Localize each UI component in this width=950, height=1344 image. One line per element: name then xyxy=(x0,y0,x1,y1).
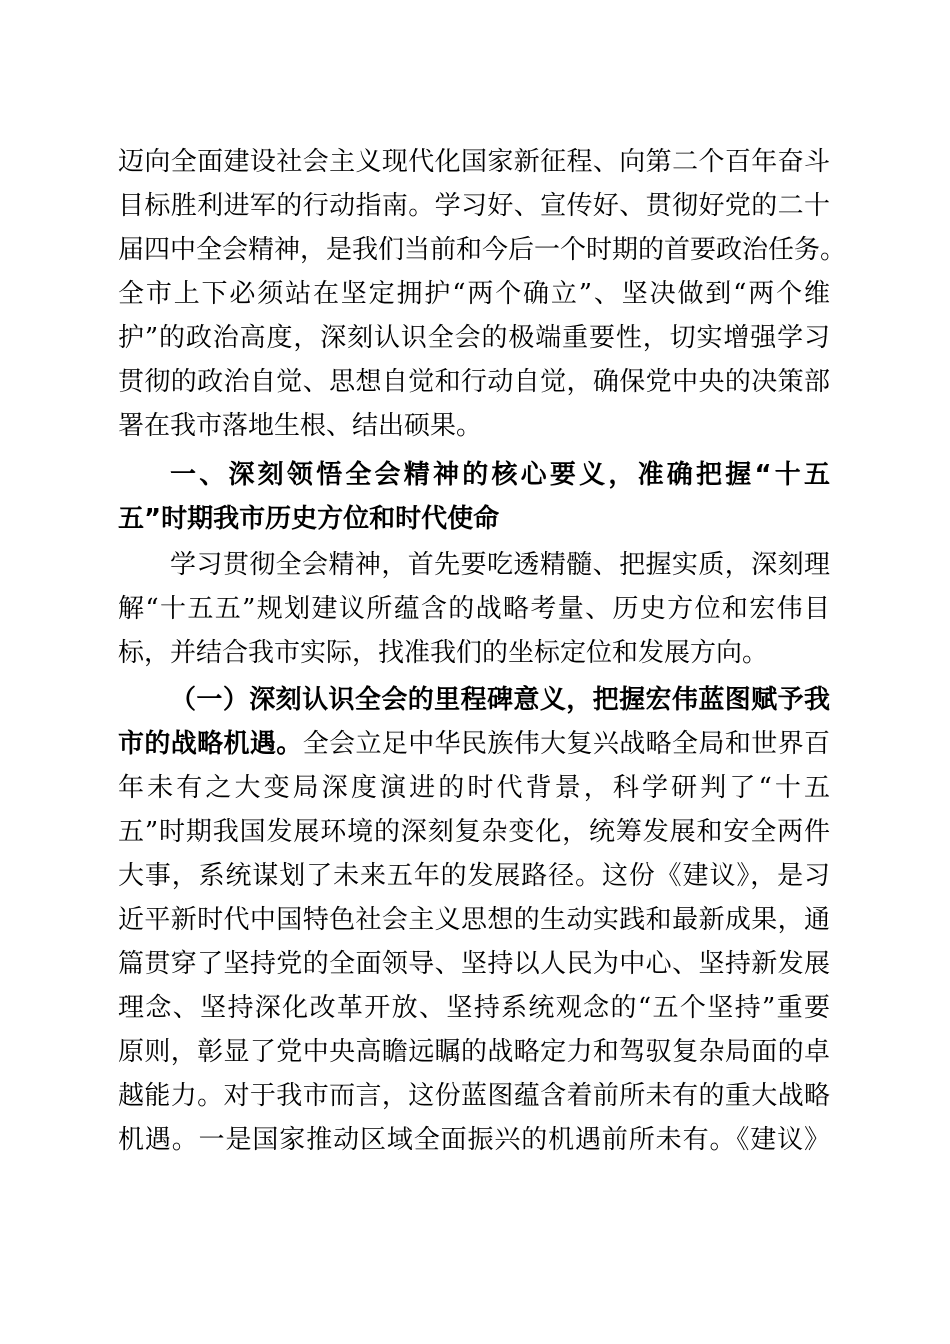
body-text-line: 五”时期我国发展环境的深刻复杂变化，统筹发展和安全两件 xyxy=(118,817,830,847)
body-text-line: 理念、坚持深化改革开放、坚持系统观念的“五个坚持”重要 xyxy=(118,993,830,1023)
body-text-line: 护”的政治高度，深刻认识全会的极端重要性，切实增强学习 xyxy=(118,323,830,353)
subsection-heading-line: （一）深刻认识全会的里程碑意义，把握宏伟蓝图赋予我 xyxy=(170,685,830,715)
subsection-heading-run: 市的战略机遇。 xyxy=(118,729,303,759)
body-text-run: 全会立足中华民族伟大复兴战略全局和世界百 xyxy=(302,729,830,759)
body-text-line: 学习贯彻全会精神，首先要吃透精髓、把握实质，深刻理 xyxy=(170,550,830,580)
body-text-line: 近平新时代中国特色社会主义思想的生动实践和最新成果，通 xyxy=(118,905,830,935)
body-text-line: 越能力。对于我市而言，这份蓝图蕴含着前所未有的重大战略 xyxy=(118,1081,830,1111)
body-text-line: 署在我市落地生根、结出硕果。 xyxy=(118,411,483,441)
body-text-line: 全市上下必须站在坚定拥护“两个确立”、坚决做到“两个维 xyxy=(118,279,830,309)
body-text-line xyxy=(118,722,830,766)
body-text-line: 目标胜利进军的行动指南。学习好、宣传好、贯彻好党的二十 xyxy=(118,191,830,221)
body-text-line: 解“十五五”规划建议所蕴含的战略考量、历史方位和宏伟目 xyxy=(118,594,830,624)
body-text-line: 标，并结合我市实际，找准我们的坐标定位和发展方向。 xyxy=(118,638,769,668)
body-text-line: 大事，系统谋划了未来五年的发展路径。这份《建议》，是习 xyxy=(118,861,830,891)
body-text-line: 贯彻的政治自觉、思想自觉和行动自觉，确保党中央的决策部 xyxy=(118,367,830,397)
body-text-line: 届四中全会精神，是我们当前和今后一个时期的首要政治任务。 xyxy=(118,235,847,265)
section-heading-line: 一、深刻领悟全会精神的核心要义，准确把握“十五 xyxy=(170,460,830,490)
body-text-line: 原则，彰显了党中央高瞻远瞩的战略定力和驾驭复杂局面的卓 xyxy=(118,1037,830,1067)
body-text-line: 篇贯穿了坚持党的全面领导、坚持以人民为中心、坚持新发展 xyxy=(118,949,830,979)
body-text-line: 迈向全面建设社会主义现代化国家新征程、向第二个百年奋斗 xyxy=(118,147,830,177)
body-text-line: 年未有之大变局深度演进的时代背景，科学研判了“十五 xyxy=(118,773,830,803)
section-heading-line: 五”时期我市历史方位和时代使命 xyxy=(118,504,500,534)
body-text-line: 机遇。一是国家推动区域全面振兴的机遇前所未有。《建议》 xyxy=(118,1125,830,1155)
